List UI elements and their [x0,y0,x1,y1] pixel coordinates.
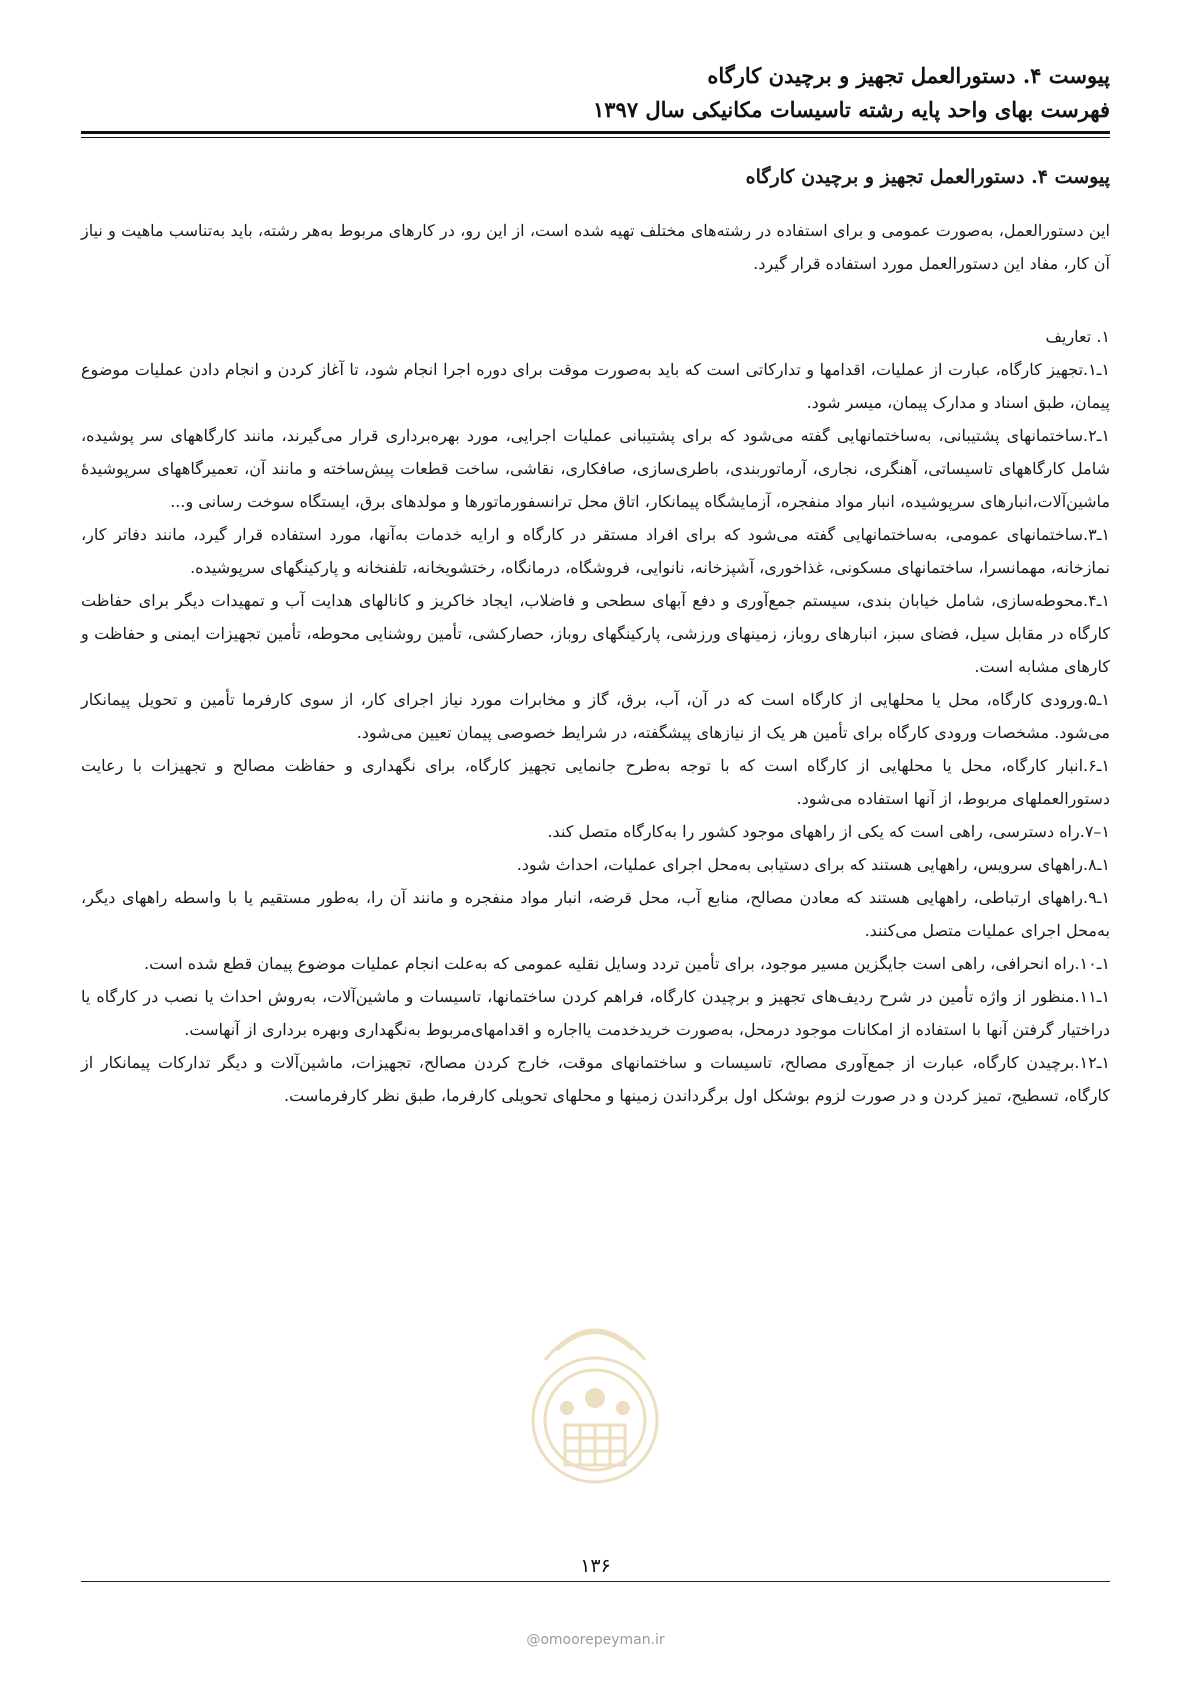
definition-1-2: ۱ـ۲.ساختمانهای پشتیبانی، به‌ساختمانهایی گفته می‌شود که برای پشتیبانی عملیات اجرایی، مورد بهره‌برداری قرار می‌گیرند، مانند کارگاههای سر پوشیده، شامل کارگاههای تاسیساتی، آهنگری، نجاری، آرماتوربندی، باطری‌سازی، صافکاری، نقاشی، ساخت قطعات پیش‌ساخته و مانند آن، تعمیرگاههای سرپوشیدهٔ ماشین‌آلات،انبارهای سرپوشیده، انبار مواد منفجره، آزمایشگاه پیمانکار، اتاق محل ترانسفورماتورها و مولدهای برق، ایستگاه سوخت رسانی و... [81,426,1110,511]
definition-1-12: ۱ـ۱۲.برچیدن کارگاه، عبارت از جمع‌آوری مصالح، تاسیسات و ساختمانهای موقت، خارج کردن مصالح، تجهیزات، ماشین‌آلات و دیگر تدارکات پیمانکار از کارگاه، تسطیح، تمیز کردن و در صورت لزوم بوشکل اول برگرداندن زمینها و محلهای تحویلی کارفرما، طبق نظر کارفرماست. [81,1053,1110,1105]
definition-1-3: ۱ـ۳.ساختمانهای عمومی، به‌ساختمانهایی گفته می‌شود که برای افراد مستقر در کارگاه و ارایه خدمات به‌آنها، مورد استفاده قرار گیرد، مانند دفاتر کار، نمازخانه، مهمانسرا، ساختمانهای مسکونی، غذاخوری، آشپزخانه، نانوایی، فروشگاه، درمانگاه، رختشویخانه، تلفنخانه و پارکینگهای سرپوشیده. [81,525,1111,577]
definition-1-11: ۱ـ۱۱.منظور از واژه تأمین در شرح ردیف‌های تجهیز و برچیدن کارگاه، فراهم کردن ساختمانها، تاسیسات و ماشین‌آلات، به‌روش احداث یا نصب در کارگاه یا دراختیار گرفتن آنها با استفاده از امکانات موجود درمحل، به‌صورت خریدخدمت یااجاره و اقدامهای‌مربوط به‌نگهداری وبهره برداری از آنهاست. [81,987,1110,1039]
page-number: ۱۳۶ [580,1555,611,1577]
watermark-seal-icon [505,1290,685,1500]
page-content [81,162,1110,1112]
definition-1-5: ۱ـ۵.ورودی کارگاه، محل یا محلهایی از کارگاه است که در آن، آب، برق، گاز و مخابرات مورد نیاز اجرای کار، از سوی کارفرما تأمین و تحویل پیمانکار می‌شود. مشخصات ورودی کارگاه برای تأمین هر یک از نیازهای پیشگفته، در شرایط خصوصی پیمان تعیین می‌شود. [81,690,1110,742]
definition-1-8: ۱ـ۸.راههای سرویس، راههایی هستند که برای دستیابی به‌محل اجرای عملیات، احداث شود. [516,855,1110,874]
intro-paragraph: این دستورالعمل، به‌صورت عمومی و برای استفاده در رشته‌های مختلف تهیه شده است، از این رو، در کارهای مربوط به‌هر رشته، باید به‌تناسب ماهیت و نیاز آن کار، مفاد این دستورالعمل مورد استفاده قرار گیرد. [81,221,1110,273]
header-title: پیوست ۴. دستورالعمل تجهیز و برچیدن کارگاه [707,63,1110,88]
definition-1-7: ۱–۷.راه دسترسی، راهی است که یکی از راههای موجود کشور را به‌کارگاه متصل کند. [547,822,1110,841]
definition-1-1: ۱ـ۱.تجهیز کارگاه، عبارت از عملیات، اقدامها و تدارکاتی است که باید به‌صورت موقت برای دوره اجرا انجام شود، تا آغاز کردن و انجام دادن عملیات موضوع پیمان، طبق اسناد و مدارک پیمان، میسر شود. [81,360,1110,412]
header-rule-thick [81,131,1110,134]
header-rule-thin [81,137,1110,138]
header-subtitle: فهرست بهای واحد پایه رشته تاسیسات مکانیکی سال ۱۳۹۷ [592,97,1110,122]
definition-1-4: ۱ـ۴.محوطه‌سازی، شامل خیابان بندی، سیستم جمع‌آوری و دفع آبهای سطحی و فاضلاب، ایجاد خاکریز و کانالهای هدایت آب و تمهیدات دیگر برای حفاظت کارگاه در مقابل سیل، فضای سبز، انبارهای روباز، زمینهای ورزشی، پارکینگهای روباز، حصارکشی، تأمین روشنایی محوطه، تأمین تجهیزات ایمنی و حفاظت و کارهای مشابه است. [81,591,1110,676]
footer-rule [81,1581,1110,1582]
section-title: پیوست ۴. دستورالعمل تجهیز و برچیدن کارگاه [745,166,1110,188]
page-header [81,58,1110,128]
definition-1-6: ۱ـ۶.انبار کارگاه، محل یا محلهایی از کارگاه است که با توجه به‌طرح جانمایی تجهیز کارگاه، برای نگهداری و حفاظت مصالح و تجهیزات با رعایت دستورالعملهای مربوط، از آنها استفاده می‌شود. [81,756,1110,808]
site-watermark-text: @omoorepeyman.ir [526,1632,665,1648]
definitions-title: ۱. تعاریف [1045,327,1110,346]
definition-1-10: ۱ـ۱۰.راه انحرافی، راهی است جایگزین مسیر موجود، برای تأمین تردد وسایل نقلیه عمومی که به‌علت انجام عملیات موضوع پیمان قطع شده است. [143,954,1110,973]
definition-1-9: ۱ـ۹.راههای ارتباطی، راههایی هستند که معادن مصالح، منابع آب، محل قرضه، انبار مواد منفجره و مانند آن را، به‌طور مستقیم یا با واسطه راههای دیگر، به‌محل اجرای عملیات متصل می‌کنند. [81,888,1110,940]
